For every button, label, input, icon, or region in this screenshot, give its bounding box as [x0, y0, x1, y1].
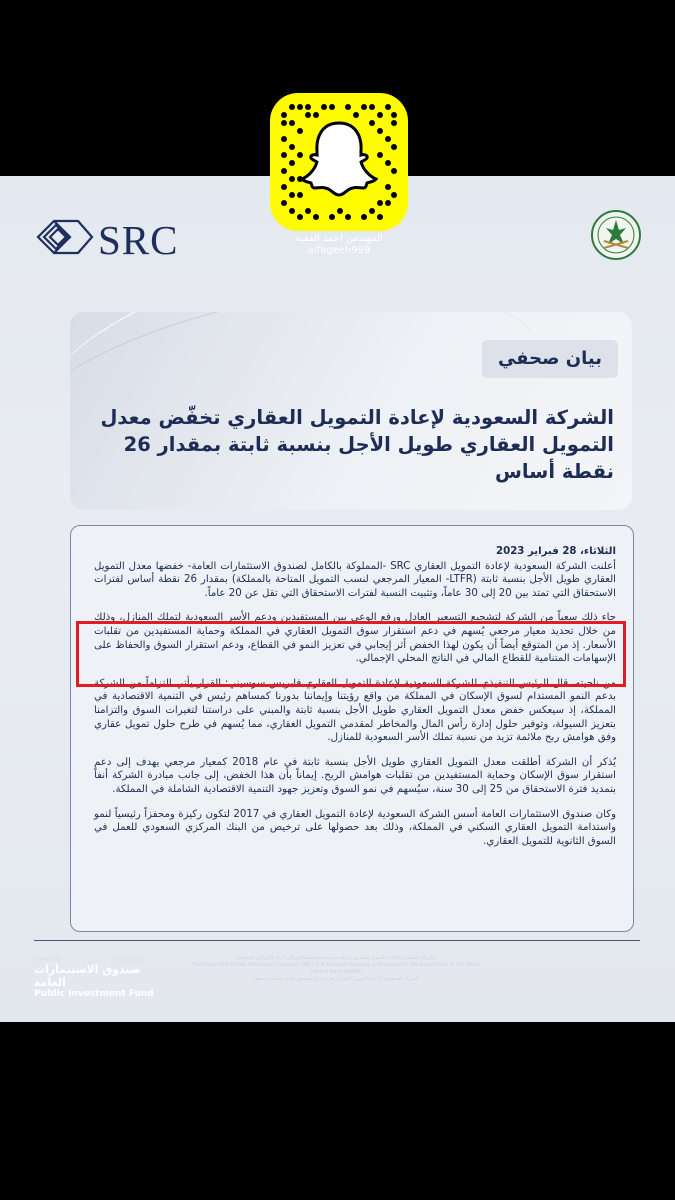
note-line-3: الشركة السعودية لإعادة التمويل العقاري هي شركة بشخص واحد مساهمة مقفلة — [253, 976, 419, 982]
owned-by-en: Owned by — [34, 957, 62, 963]
snapcode[interactable] — [270, 93, 408, 231]
body-text — [94, 545, 616, 859]
snap-display-name: المهندس احمد الفقيه — [295, 233, 383, 244]
press-release-tag: بيان صحفي — [482, 340, 618, 378]
snapcode-block — [270, 93, 408, 256]
release-date: الثلاثاء، 28 فبراير 2023 — [496, 546, 616, 557]
snap-username: alfageeh999 — [307, 245, 371, 256]
note-line-1: الشركة السعودية لإعادة التمويل العقاري شركة مرخصة وخاضعة لإشراف البنك المركزي السعودي — [235, 955, 437, 961]
pif-footer-logo — [34, 957, 174, 999]
paragraph-5: وكان صندوق الاستثمارات العامة أسس الشركة السعودية لإعادة التمويل العقاري في 2017 لتكون ركيزة ومحفزاً رئيسياً لنمو واستدامة التمويل العقاري السكني في المملكة، وذلك بعد حصولها على ترخيص من البنك المركزي السعودي للعمل في السوق الثانوية للتمويل العقاري. — [94, 808, 617, 847]
footer-divider — [34, 940, 640, 941]
paragraph-2: جاء ذلك سعياً من الشركة لتشجيع التسعير العادل ورفع الوعي بين المستفيدين ودعم الأسر السعودية لتملك المنازل، وذلك من خلال تحديد معيار مرجعي يُسهم في دعم استقرار سوق التمويل العقاري في المملكة وحماية المستفيدين من تقلبات الأسعار. إذ من المتوقع أيضاً أن يكون لهذا الخفض أثر إيجابي في تعزيز النمو في القطاع، ودعم استقرار السوق والحفاظ على الإسهامات المتنامية للقطاع المالي في الناتج المحلي الإجمالي. — [94, 612, 616, 665]
pif-emblem-icon — [590, 208, 642, 263]
regulatory-note — [186, 955, 486, 983]
ghost-icon — [302, 123, 376, 195]
src-logo-text: SRC — [98, 217, 179, 263]
pif-name-en: Public Investment Fund — [34, 989, 154, 999]
red-highlight-box — [76, 621, 626, 687]
paragraph-4: يُذكر أن الشركة أطلقت معدل التمويل العقاري طويل الأجل بنسبة ثابتة في عام 2018 كمعيار مرجعي يهدف إلى دعم استقرار سوق الإسكان وحماية المستفيدين من تقلبات هوامش الربح. إيماناً بأن هذا الخفض، إلى جانب مبادرة الشركة أنفاً بتمديد فترة الاستحقاق من 25 إلى 30 سنة، سيُسهم في نمو السوق وتعزيز جهود التنمية الاقتصادية الشاملة في المملكة. — [94, 756, 616, 795]
paragraph-1: أعلنت الشركة السعودية لإعادة التمويل العقاري SRC -المملوكة بالكامل لصندوق الاستثمارات العامة- خفضها معدل التمويل العقاري طويل الأجل بنسبة ثابتة (LTFR- المعيار المرجعي لنسب التمويل المتاحة بالمملكة) بمقدار 26 نقطة أساس لفترات الاستحقاق التي تمتد بين 20 إلى 30 عاماً، وتثبيت النسبة لفترات الاستحقاق التي تقل عن 20 عاماً. — [94, 560, 617, 599]
headline: الشركة السعودية لإعادة التمويل العقاري تخفّض معدل التمويل العقاري طويل الأجل بنسبة ثابتة بمقدار 26 نقطة أساس — [100, 406, 614, 483]
owned-by-ar: إحدى شركات — [113, 957, 144, 963]
note-line-2: The Saudi Real Estate Refinance Company (SRC) is a licensed company and subject to the supervision of the Saudi Central Bank (SAMA) — [192, 962, 480, 975]
paragraph-3: من ناحيته، قال الرئيس التنفيذي للشركة السعودية لإعادة التمويل العقاري فابريس سوسيني: القرار يأتي التزاماً من الشركة بدعم النمو المستدام لسوق الإسكان في المملكة من واقع رؤيتنا وإيماننا بدورنا كمساهم رئيس في التنمية الاقتصادية في المملكة، إذ سيعكس خفض معدل التمويل العقاري طويل الأجل بنسبة ثابتة والمبني على دراستنا لتغيرات السوق والتزامنا بتعزيز السيولة، وتوفير حلول إدارة رأس المال والمخاطر لمقدمي التمويل العقاري، مما يُسهم في طرح حلول تمويل عقاري وفق هوامش ربح ملائمة تزيد من نسبة تملك الأسر السعودية للمنازل. — [94, 677, 616, 744]
pif-name-ar: صندوق الاستثمارات العامة — [34, 963, 141, 989]
snapcode-dots — [270, 93, 408, 231]
hero-banner — [70, 312, 632, 510]
src-logo-icon — [34, 212, 94, 262]
